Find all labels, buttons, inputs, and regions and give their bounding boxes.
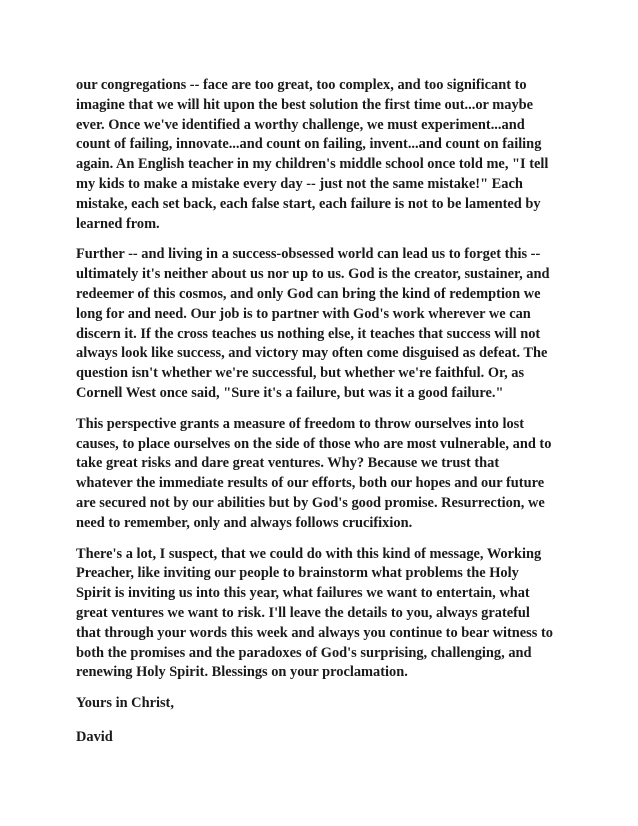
text-line: that through your words this week and always you continue to bear witness to: [76, 624, 553, 641]
text-line: are secured not by our abilities but by God's good promise. Resurrection, we: [76, 494, 545, 511]
text-line: This perspective grants a measure of freedom to throw ourselves into lost: [76, 415, 525, 432]
paragraph-4: [76, 545, 566, 684]
text-line: imagine that we will hit upon the best solution the first time out...or maybe: [76, 96, 534, 113]
letter-body: [76, 76, 566, 762]
text-line: redeemer of this cosmos, and only God can bring the kind of redemption we: [76, 285, 541, 302]
text-line: our congregations -- face are too great, too complex, and too significant to: [76, 77, 527, 93]
text-line: causes, to place ourselves on the side of those who are most vulnerable, and to: [76, 435, 552, 452]
text-line: great ventures we want to risk. I'll leave the details to you, always grateful: [76, 604, 530, 621]
text-line: always look like success, and victory may often come disguised as defeat. The: [76, 345, 548, 362]
text-line: renewing Holy Spirit. Blessings on your proclamation.: [76, 664, 408, 681]
text-line: question isn't whether we're successful, but whether we're faithful. Or, as: [76, 365, 525, 382]
closing-salutation: Yours in Christ,: [76, 695, 174, 712]
text-line: Spirit is inviting us into this year, what failures we want to entertain, what: [76, 585, 530, 602]
text-line: both the promises and the paradoxes of God's surprising, challenging, and: [76, 644, 532, 661]
signature-name: David: [76, 728, 113, 745]
text-line: Preacher, like inviting our people to brainstorm what problems the Holy: [76, 565, 519, 582]
text-line: ultimately it's neither about us nor up to us. God is the creator, sustainer, and: [76, 266, 550, 283]
text-line: mistake, each set back, each false start, each failure is not to be lamented by: [76, 195, 541, 212]
text-line: Further -- and living in a success-obsessed world can lead us to forget this --: [76, 246, 541, 263]
text-line: ever. Once we've identified a worthy challenge, we must experiment...and: [76, 116, 525, 133]
text-line: take great risks and dare great ventures. Why? Because we trust that: [76, 455, 500, 472]
text-line: whatever the immediate results of our efforts, both our hopes and our future: [76, 475, 545, 492]
text-line: again. An English teacher in my children's middle school once told me, "I tell: [76, 156, 549, 173]
paragraph-1: [76, 76, 566, 234]
paragraph-3: [76, 415, 566, 534]
text-line: need to remember, only and always follows crucifixion.: [76, 514, 413, 531]
paragraph-2: [76, 245, 566, 403]
text-line: Cornell West once said, "Sure it's a failure, but was it a good failure.": [76, 384, 504, 401]
text-line: discern it. If the cross teaches us nothing else, it teaches that success will not: [76, 325, 541, 342]
text-line: long for and need. Our job is to partner with God's work wherever we can: [76, 305, 531, 322]
text-line: There's a lot, I suspect, that we could do with this kind of message, Working: [76, 545, 542, 562]
text-line: count of failing, innovate...and count on failing, invent...and count on failing: [76, 136, 542, 153]
text-line: learned from.: [76, 215, 160, 232]
text-line: my kids to make a mistake every day -- just not the same mistake!" Each: [76, 175, 523, 192]
